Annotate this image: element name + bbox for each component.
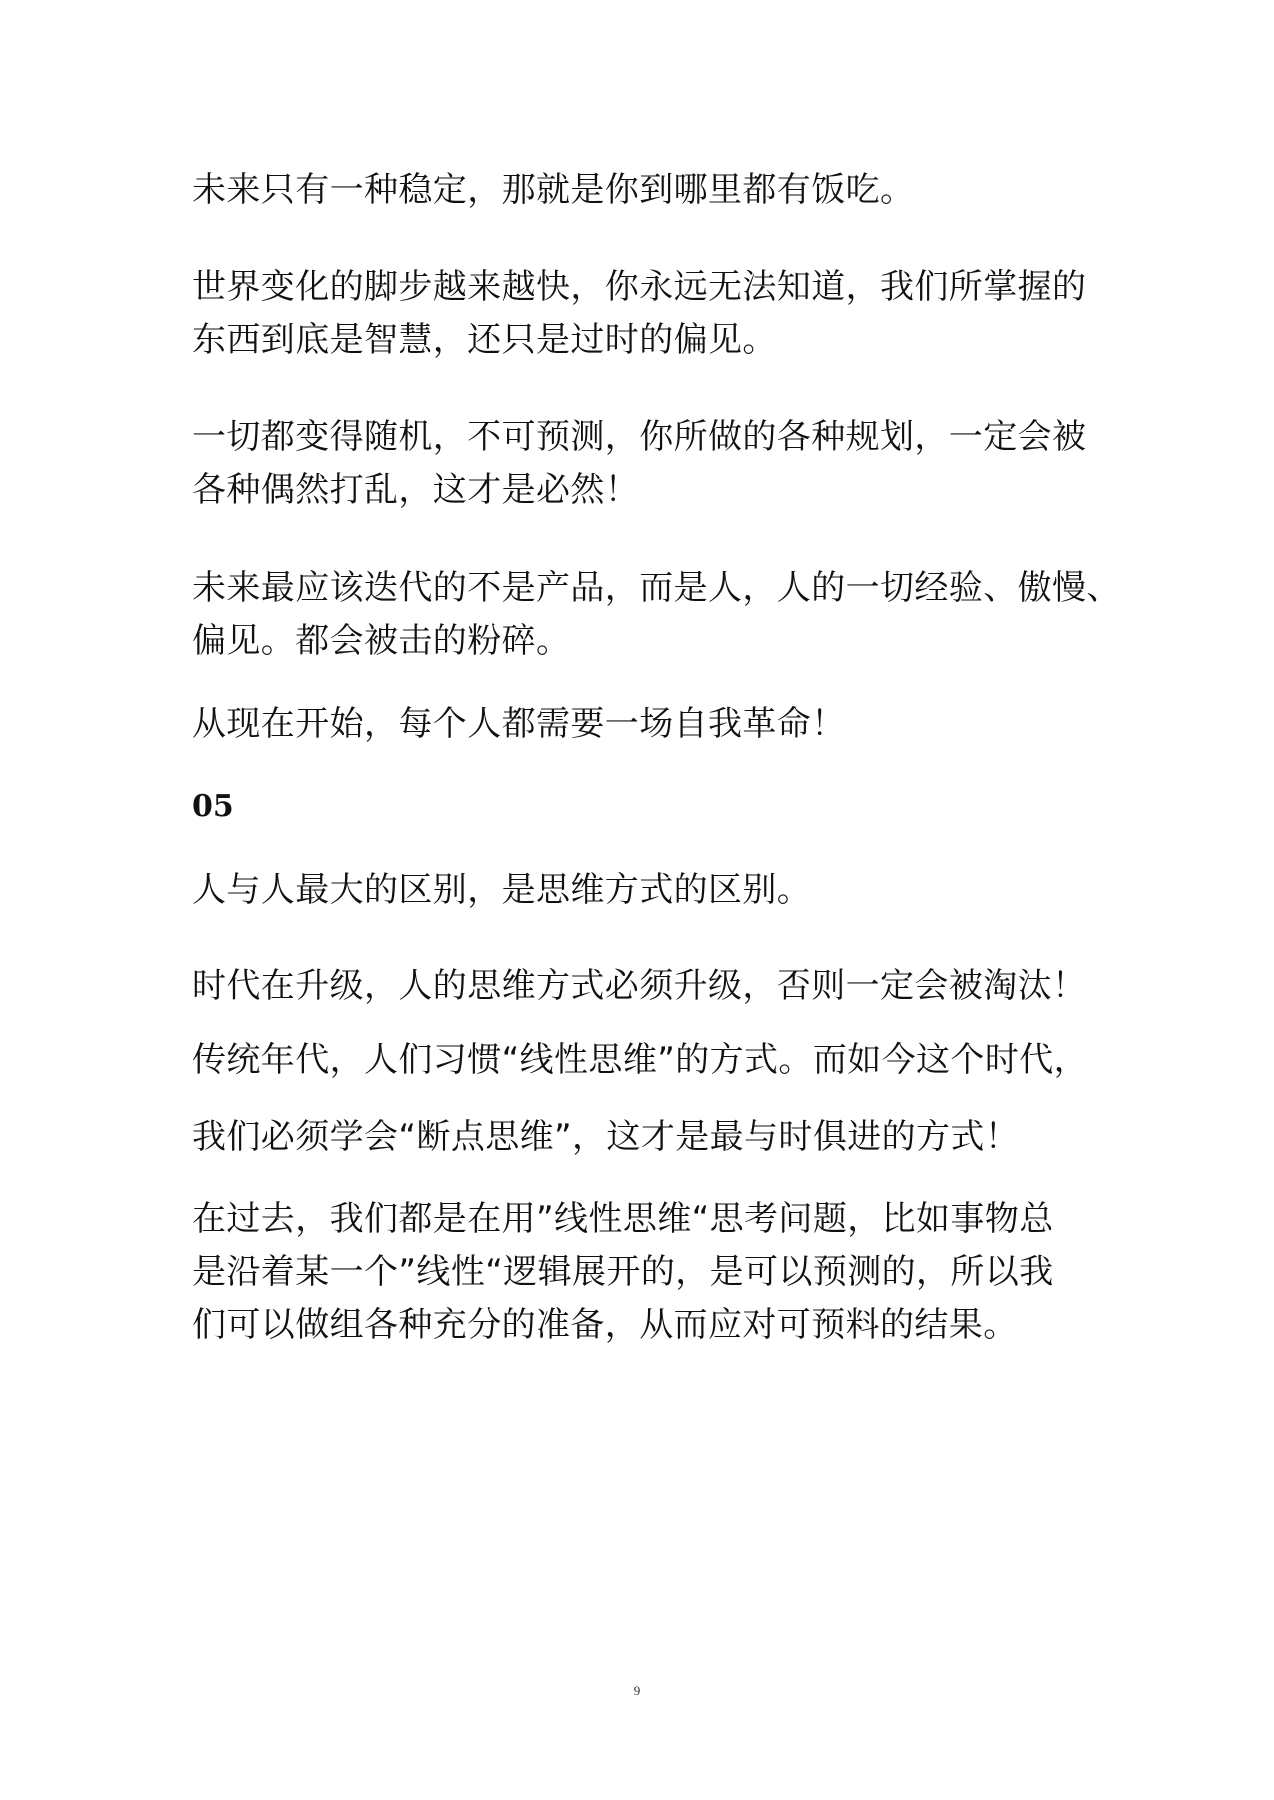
paragraph-line: 世界变化的脚步越来越快，你永远无法知道，我们所掌握的 xyxy=(192,267,1087,307)
paragraph-line: 从现在开始，每个人都需要一场自我革命！ xyxy=(192,704,846,744)
paragraph-line: 人与人最大的区别，是思维方式的区别。 xyxy=(192,870,812,910)
paragraph-line: 时代在升级，人的思维方式必须升级，否则一定会被淘汰！ xyxy=(192,966,1087,1006)
paragraph-line: 东西到底是智慧，还只是过时的偏见。 xyxy=(192,320,777,360)
page-number: 9 xyxy=(633,1683,641,1698)
paragraph-line: 各种偶然打乱，这才是必然！ xyxy=(192,470,640,510)
paragraph-line: 未来最应该迭代的不是产品，而是人，人的一切经验、傲慢、 xyxy=(192,568,1121,608)
paragraph-line: 一切都变得随机，不可预测，你所做的各种规划，一定会被 xyxy=(192,417,1087,457)
paragraph-line: 未来只有一种稳定，那就是你到哪里都有饭吃。 xyxy=(192,170,915,210)
section-heading: 05 xyxy=(192,789,234,824)
paragraph-line: 传统年代，人们习惯“线性思维”的方式。而如今这个时代， xyxy=(192,1040,1089,1080)
paragraph-line: 们可以做组各种充分的准备，从而应对可预料的结果。 xyxy=(192,1305,1018,1345)
paragraph-line: 在过去，我们都是在用”线性思维“思考问题，比如事物总 xyxy=(192,1199,1054,1239)
paragraph-line: 偏见。都会被击的粉碎。 xyxy=(192,621,571,661)
paragraph-line: 是沿着某一个”线性“逻辑展开的，是可以预测的，所以我 xyxy=(192,1252,1054,1292)
paragraph-line: 我们必须学会“断点思维”，这才是最与时俱进的方式！ xyxy=(192,1117,1020,1157)
